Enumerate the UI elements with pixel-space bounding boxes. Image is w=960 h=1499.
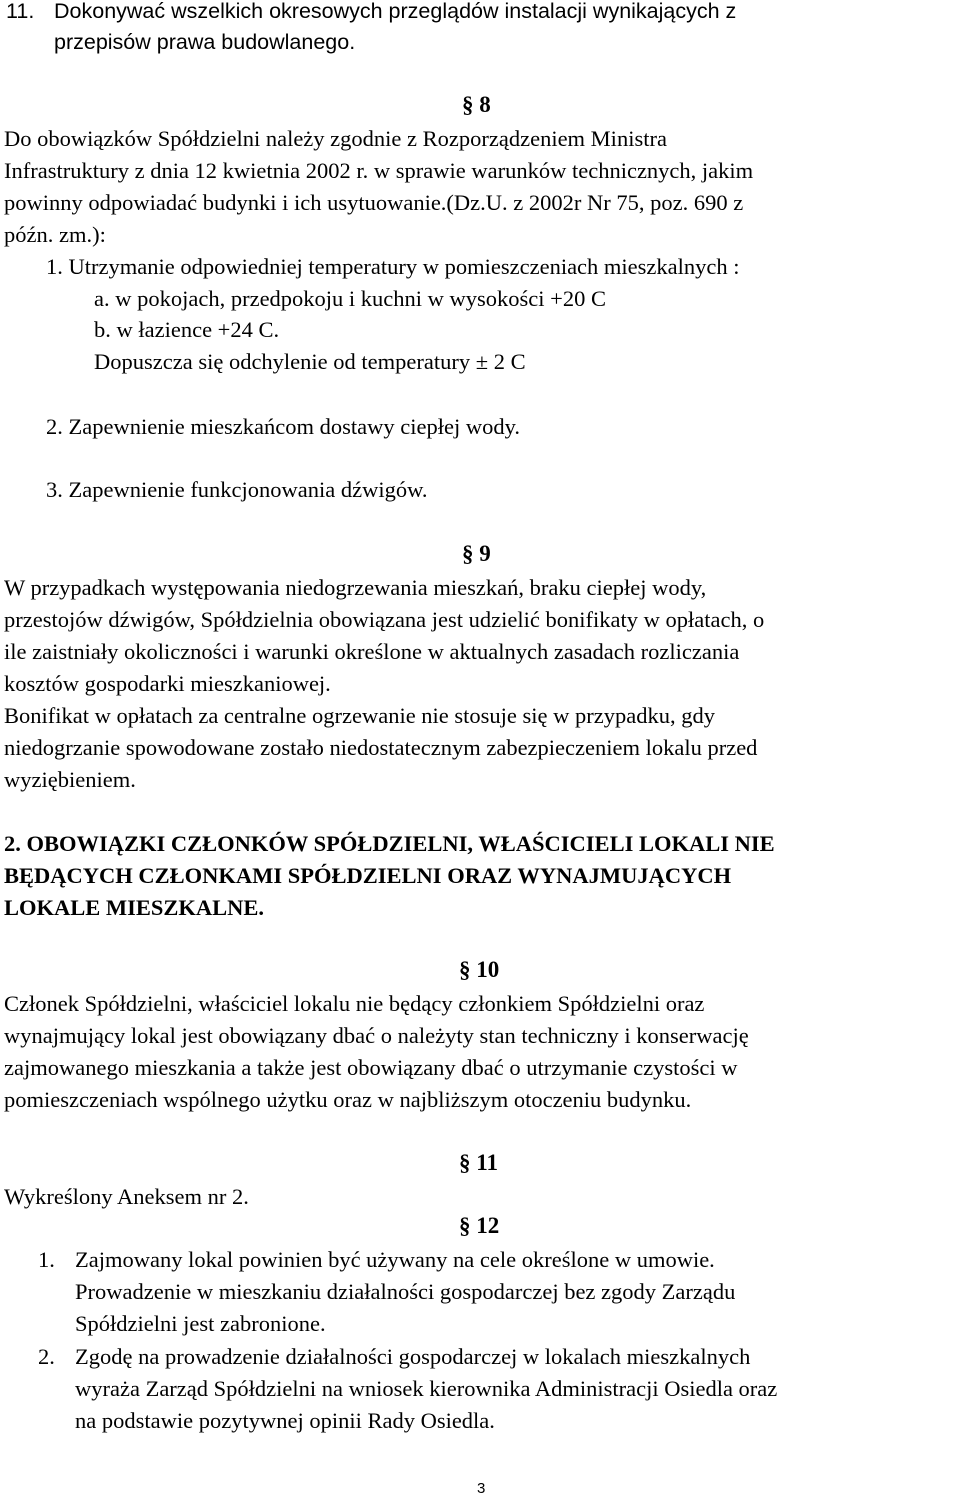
paragraph-11-text: Wykreślony Aneksem nr 2.	[4, 1184, 249, 1209]
paragraph-8-intro-line: Infrastruktury z dnia 12 kwietnia 2002 r. w sprawie warunków technicznych, jakim	[4, 158, 754, 183]
paragraph-12-heading: § 12	[459, 1213, 500, 1238]
paragraph-8-item-2: 2. Zapewnienie mieszkańcom dostawy ciepłej wody.	[46, 414, 521, 439]
paragraph-12-item-number: 2.	[38, 1344, 55, 1369]
section-2-heading-line: LOKALE MIESZKALNE.	[4, 895, 265, 920]
paragraph-9-line: wyziębieniem.	[4, 767, 136, 792]
section-2-heading-line: 2. OBOWIĄZKI CZŁONKÓW SPÓŁDZIELNI, WŁAŚCICIELI LOKALI NIE	[4, 831, 775, 856]
paragraph-9-heading: § 9	[462, 541, 491, 566]
paragraph-11-heading: § 11	[459, 1150, 498, 1175]
paragraph-8-heading: § 8	[462, 92, 491, 117]
paragraph-12-item-line: Zajmowany lokal powinien być używany na cele określone w umowie.	[75, 1247, 715, 1272]
paragraph-10-line: pomieszczeniach wspólnego użytku oraz w najbliższym otoczeniu budynku.	[4, 1087, 692, 1112]
paragraph-12-item-line: Spółdzielni jest zabronione.	[75, 1311, 326, 1336]
paragraph-10-line: wynajmujący lokal jest obowiązany dbać o należyty stan techniczny i konserwację	[4, 1023, 749, 1048]
paragraph-8-intro-line: powinny odpowiadać budynki i ich usytuowanie.(Dz.U. z 2002r Nr 75, poz. 690 z	[4, 190, 744, 215]
paragraph-12-item-line: Prowadzenie w mieszkaniu działalności gospodarczej bez zgody Zarządu	[75, 1279, 736, 1304]
item-11-line: Dokonywać wszelkich okresowych przeglądów instalacji wynikających z	[54, 0, 737, 23]
paragraph-12-item-line: na podstawie pozytywnej opinii Rady Osiedla.	[75, 1408, 495, 1433]
paragraph-10-line: Członek Spółdzielni, właściciel lokalu nie będący członkiem Spółdzielni oraz	[4, 991, 705, 1016]
paragraph-9-line: ile zaistniały okoliczności i warunki określone w aktualnych zasadach rozliczania	[4, 639, 740, 664]
item-11-number: 11.	[6, 0, 35, 23]
item-11-line: przepisów prawa budowlanego.	[54, 30, 356, 54]
paragraph-9-line: W przypadkach występowania niedogrzewania mieszkań, braku ciepłej wody,	[4, 575, 707, 600]
paragraph-12-item-number: 1.	[38, 1247, 55, 1272]
paragraph-9-line: Bonifikat w opłatach za centralne ogrzewanie nie stosuje się w przypadku, gdy	[4, 703, 716, 728]
page-number: 3	[477, 1480, 486, 1497]
paragraph-8-intro-line: Do obowiązków Spółdzielni należy zgodnie z Rozporządzeniem Ministra	[4, 126, 667, 151]
paragraph-9-line: kosztów gospodarki mieszkaniowej.	[4, 671, 331, 696]
paragraph-8-item-3: 3. Zapewnienie funkcjonowania dźwigów.	[46, 477, 428, 502]
paragraph-9-line: przestojów dźwigów, Spółdzielnia obowiązana jest udzielić bonifikaty w opłatach, o	[4, 607, 765, 632]
paragraph-8-tolerance: Dopuszcza się odchylenie od temperatury ± 2 C	[94, 349, 526, 374]
paragraph-8-item-1a: a. w pokojach, przedpokoju i kuchni w wysokości +20 C	[94, 286, 606, 311]
paragraph-9-line: niedogrzanie spowodowane zostało niedostatecznym zabezpieczeniem lokalu przed	[4, 735, 758, 760]
paragraph-10-heading: § 10	[459, 957, 500, 982]
paragraph-12-item-line: Zgodę na prowadzenie działalności gospodarczej w lokalach mieszkalnych	[75, 1344, 751, 1369]
paragraph-10-line: zajmowanego mieszkania a także jest obowiązany dbać o utrzymanie czystości w	[4, 1055, 738, 1080]
section-2-heading-line: BĘDĄCYCH CZŁONKAMI SPÓŁDZIELNI ORAZ WYNAJMUJĄCYCH	[4, 863, 732, 888]
paragraph-8-intro-line: późn. zm.):	[4, 222, 106, 247]
paragraph-8-item-1b: b. w łazience +24 C.	[94, 317, 280, 342]
paragraph-12-item-line: wyraża Zarząd Spółdzielni na wniosek kierownika Administracji Osiedla oraz	[75, 1376, 778, 1401]
paragraph-8-item-1: 1. Utrzymanie odpowiedniej temperatury w pomieszczeniach mieszkalnych :	[46, 254, 740, 279]
